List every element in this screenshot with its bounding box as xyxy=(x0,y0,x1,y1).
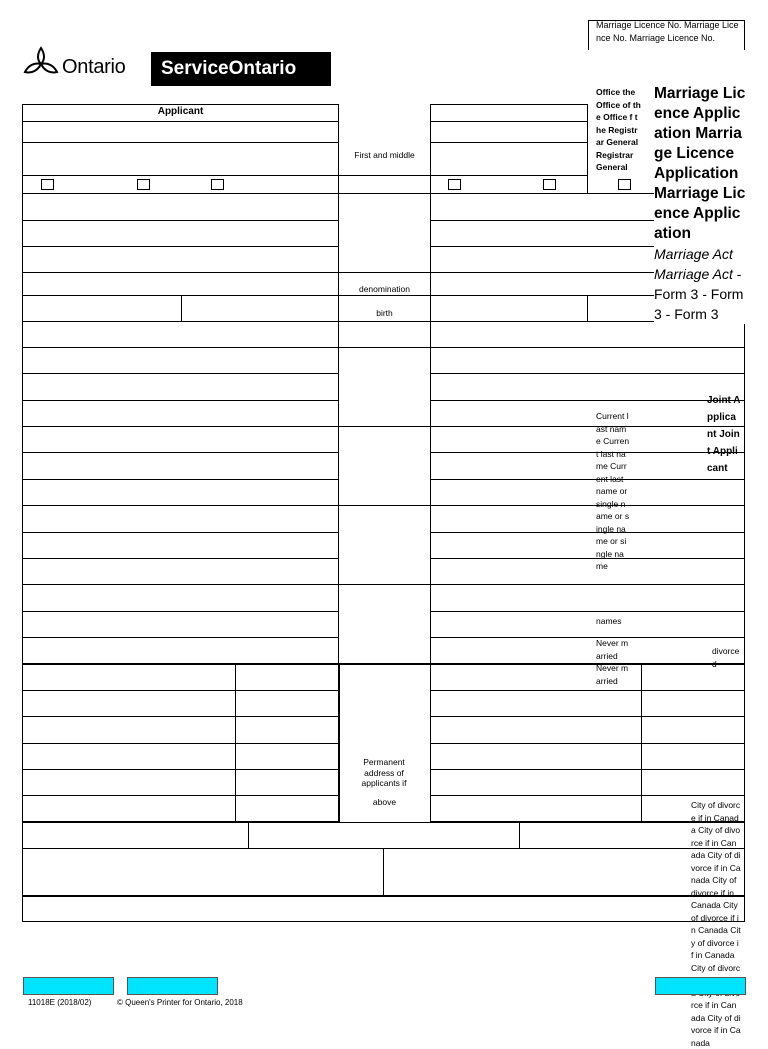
row-line xyxy=(339,505,430,506)
row-line xyxy=(22,220,339,221)
office-label: Office the Office of the Office f the Registrar General Registrar General xyxy=(596,87,641,172)
row-line xyxy=(339,347,430,348)
applicant-checkbox-3[interactable] xyxy=(211,179,224,190)
service-ontario-wordmark: ServiceOntario xyxy=(161,58,297,79)
permanent-address-label: Permanent address of applicants if xyxy=(361,757,407,788)
current-last-name-text: Current last name Current last name Current last name xyxy=(596,411,630,496)
row-line xyxy=(22,193,339,194)
row-line xyxy=(22,479,339,480)
bottom-row-3 xyxy=(22,896,745,922)
footer-button-2[interactable] xyxy=(127,977,218,995)
row-line xyxy=(430,795,745,796)
row-line xyxy=(339,272,430,273)
row-line xyxy=(22,743,339,744)
row-line xyxy=(339,584,430,585)
row-line xyxy=(430,716,745,717)
row-line xyxy=(430,769,745,770)
row-line xyxy=(430,426,745,427)
row-line xyxy=(22,611,339,612)
footer-button-3[interactable] xyxy=(655,977,746,995)
row-line xyxy=(339,175,430,176)
row-line xyxy=(22,142,339,143)
row-line xyxy=(430,347,745,348)
row-line xyxy=(430,584,745,585)
row-line xyxy=(22,272,339,273)
ontario-logo xyxy=(22,44,137,80)
row-line xyxy=(22,175,339,176)
row-line xyxy=(430,479,745,480)
column-line xyxy=(248,822,249,849)
service-ontario-banner xyxy=(151,52,331,86)
row-line xyxy=(22,400,339,401)
row-line xyxy=(22,347,339,348)
never-married-label-1: Never married xyxy=(596,638,629,661)
row-line xyxy=(430,142,588,143)
joint-applicant-checkbox-1[interactable] xyxy=(448,179,461,190)
denomination-label: denomination xyxy=(358,284,411,294)
row-line xyxy=(22,373,339,374)
applicant-header: Applicant xyxy=(157,106,204,117)
form-title xyxy=(654,84,746,324)
row-line xyxy=(22,321,339,322)
column-line xyxy=(519,822,520,849)
row-line xyxy=(430,558,745,559)
row-line xyxy=(22,452,339,453)
current-last-name-label xyxy=(596,410,630,573)
column-line xyxy=(587,295,588,321)
applicant-section xyxy=(22,104,339,664)
row-line xyxy=(430,452,745,453)
row-line xyxy=(22,246,339,247)
applicant-checkbox-2[interactable] xyxy=(137,179,150,190)
row-line xyxy=(339,295,430,296)
row-line xyxy=(430,637,745,638)
single-name-text: or single name or single name or single name xyxy=(596,486,630,571)
names-label: names xyxy=(596,616,622,626)
row-line xyxy=(22,121,339,122)
row-line xyxy=(22,558,339,559)
row-line xyxy=(430,400,745,401)
ontario-wordmark: Ontario xyxy=(62,56,126,78)
row-line xyxy=(22,584,339,585)
birth-label: birth xyxy=(376,308,393,318)
footer-button-1[interactable] xyxy=(23,977,114,995)
form-number: - Form 3 - Form 3 - Form 3 xyxy=(654,266,744,322)
row-line xyxy=(430,532,745,533)
row-line xyxy=(339,193,430,194)
act-name: Marriage Act Marriage Act xyxy=(654,246,733,282)
row-line xyxy=(22,795,339,796)
row-line xyxy=(22,637,339,638)
never-married-label-2: Never married xyxy=(596,663,629,686)
licence-number-label: Marriage Licence No. Marriage Licence No. Marriage Licence No. xyxy=(596,20,739,43)
copyright-text: © Queen's Printer for Ontario, 2018 xyxy=(117,998,243,1007)
applicant-checkbox-1[interactable] xyxy=(41,179,54,190)
form-act-line xyxy=(654,244,746,324)
row-line xyxy=(22,716,339,717)
city-of-divorce-label: City of divorce if in Canada City of divorce if in Canada City of divorce if in Canada City of divorce if in Canada City of divorce if in Canada City of divorce if in Canada City of divorc rce if in Canada City of divorce if in Canada xyxy=(691,800,741,1048)
bottom-row-1 xyxy=(22,822,745,849)
first-and-middle-label: First and middle xyxy=(354,150,415,160)
row-line xyxy=(430,505,745,506)
row-line xyxy=(22,769,339,770)
above-label: above xyxy=(372,797,397,807)
row-line xyxy=(22,690,339,691)
row-line xyxy=(339,426,430,427)
row-line xyxy=(430,373,745,374)
row-line xyxy=(430,690,745,691)
column-line xyxy=(339,664,340,822)
row-line xyxy=(22,532,339,533)
form-code: 11018E (2018/02) xyxy=(28,998,92,1007)
row-line xyxy=(339,321,430,322)
joint-applicant-checkbox-3[interactable] xyxy=(618,179,631,190)
joint-applicant-checkbox-2[interactable] xyxy=(543,179,556,190)
row-line xyxy=(430,121,588,122)
row-line xyxy=(430,175,588,176)
row-line xyxy=(22,426,339,427)
column-line xyxy=(181,295,182,321)
divorced-label: divorced xyxy=(712,646,740,669)
joint-applicant-label: Joint Applicant Joint Applicant xyxy=(707,395,741,474)
row-line xyxy=(22,505,339,506)
row-line xyxy=(430,611,745,612)
row-line xyxy=(430,743,745,744)
trillium-icon xyxy=(22,44,60,80)
form-title-text: Marriage Licence Application Marriage Licence Application Marriage Licence Application xyxy=(654,85,746,242)
